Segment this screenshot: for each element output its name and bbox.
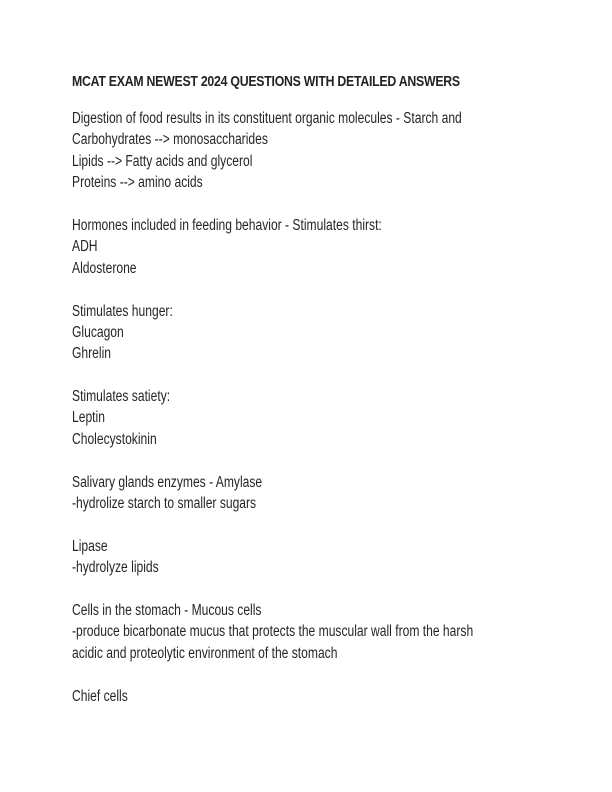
blank-line [72, 514, 612, 535]
text-line: Lipase [72, 537, 108, 555]
text-line: Salivary glands enzymes - Amylase [72, 473, 263, 491]
text-line: acidic and proteolytic environment of the stomach [72, 644, 338, 662]
text-line: Carbohydrates --> monosaccharides [72, 131, 268, 149]
text-line: Chief cells [72, 687, 128, 705]
text-line: Ghrelin [72, 345, 111, 363]
blank-line [72, 579, 612, 600]
text-line: Lipids --> Fatty acids and glycerol [72, 152, 253, 170]
text-line: Stimulates hunger: [72, 302, 173, 320]
blank-line [72, 194, 612, 215]
document-body [72, 108, 612, 707]
text-line: -produce bicarbonate mucus that protects the muscular wall from the harsh [72, 623, 474, 641]
text-line: Cholecystokinin [72, 430, 157, 448]
text-line: Glucagon [72, 323, 124, 341]
text-line: Leptin [72, 409, 105, 427]
text-line: Proteins --> amino acids [72, 174, 203, 192]
text-line: ADH [72, 238, 98, 256]
text-line: Hormones included in feeding behavior - Stimulates thirst: [72, 216, 382, 234]
text-line: -hydrolize starch to smaller sugars [72, 495, 257, 513]
text-line: Cells in the stomach - Mucous cells [72, 601, 262, 619]
blank-line [72, 279, 612, 300]
blank-line [72, 365, 612, 386]
text-line: Stimulates satiety: [72, 388, 171, 406]
blank-line [72, 450, 612, 471]
text-line: Digestion of food results in its constituent organic molecules - Starch and [72, 110, 462, 127]
text-line: Aldosterone [72, 259, 137, 277]
text-line: -hydrolyze lipids [72, 559, 159, 577]
blank-line [72, 664, 612, 685]
document-title: MCAT EXAM NEWEST 2024 QUESTIONS WITH DETAILED ANSWERS [72, 73, 460, 90]
